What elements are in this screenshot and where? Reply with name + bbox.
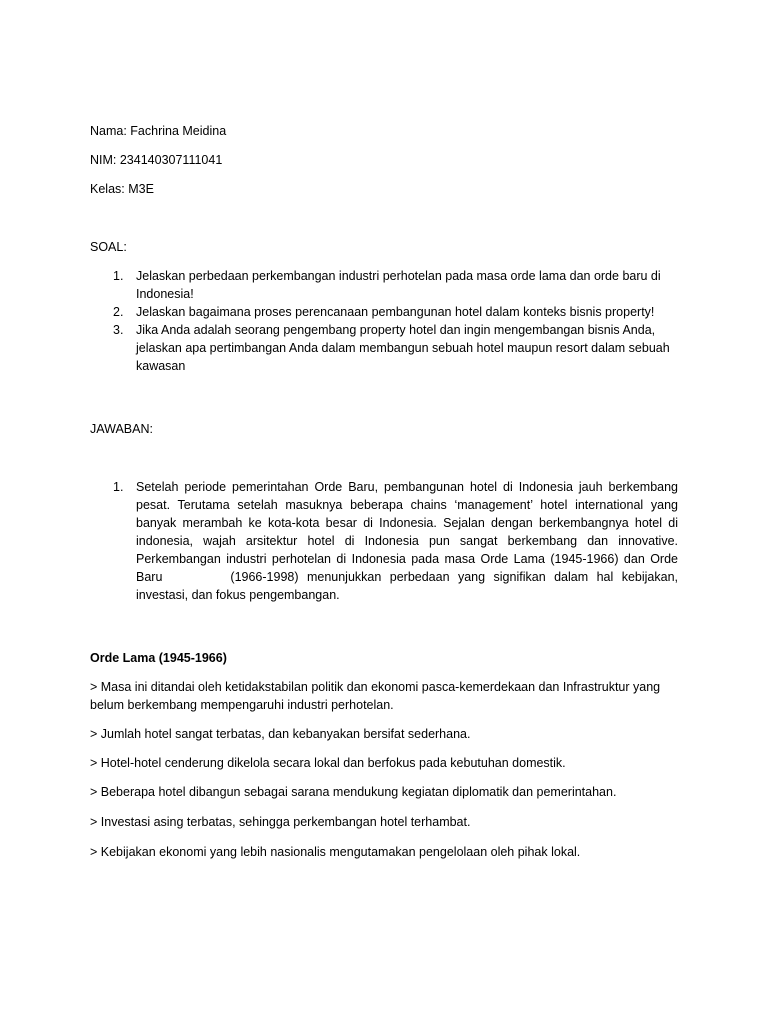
list-item: [90, 478, 678, 604]
soal-list: [90, 267, 678, 375]
orde-lama-point: > Beberapa hotel dibangun sebagai sarana mendukung kegiatan diplomatik dan pemerintahan.: [90, 785, 617, 799]
list-item: [90, 303, 678, 321]
student-name: Nama: Fachrina Meidina: [90, 124, 227, 138]
list-number: 3.: [113, 323, 124, 337]
list-item: [90, 321, 678, 375]
list-number: 1.: [113, 269, 124, 283]
orde-lama-point: > Investasi asing terbatas, sehingga perkembangan hotel terhambat.: [90, 815, 471, 829]
answer-text-part1: Setelah periode pemerintahan Orde Baru, pembangunan hotel di Indonesia jauh berkembang pesat. Terutama setelah masuknya beberapa chains ‘management’ hotel international yang banyak merambah ke kota-kota besar di Indonesia. Sejalan dengan berkembangnya hotel di indonesia, wajah arsitektur hotel di Indonesia pun sangat berkembang dan innovative. Perkembangan industri perhotelan di Indonesia pada masa Orde Lama (1945-1966) dan Orde Baru: [136, 480, 678, 584]
orde-lama-point: > Hotel-hotel cenderung dikelola secara lokal dan berfokus pada kebutuhan domestik.: [90, 756, 566, 770]
jawaban-list: [90, 478, 678, 604]
orde-lama-point: > Kebijakan ekonomi yang lebih nasionalis mengutamakan pengelolaan oleh pihak lokal.: [90, 845, 581, 859]
jawaban-heading: JAWABAN:: [90, 422, 153, 436]
answer-text-part2: (1966-1998) menunjukkan perbedaan yang signifikan dalam hal kebijakan, investasi, dan fokus pengembangan.: [136, 570, 678, 602]
orde-lama-heading: Orde Lama (1945-1966): [90, 651, 227, 665]
list-number: 1.: [113, 480, 124, 494]
question-text: Jelaskan bagaimana proses perencanaan pembangunan hotel dalam konteks bisnis property!: [136, 305, 655, 319]
question-text: Jelaskan perbedaan perkembangan industri perhotelan pada masa orde lama dan orde baru di Indonesia!: [136, 269, 661, 301]
list-item: [90, 267, 678, 303]
student-nim: NIM: 234140307111041: [90, 153, 223, 167]
orde-lama-point: > Masa ini ditandai oleh ketidakstabilan politik dan ekonomi pasca-kemerdekaan dan Infrastruktur yang belum berkembang mempengaruhi industri perhotelan.: [90, 680, 661, 712]
list-number: 2.: [113, 305, 124, 319]
student-class: Kelas: M3E: [90, 182, 154, 196]
soal-heading: SOAL:: [90, 240, 127, 254]
orde-lama-point: > Jumlah hotel sangat terbatas, dan kebanyakan bersifat sederhana.: [90, 727, 471, 741]
question-text: Jika Anda adalah seorang pengembang property hotel dan ingin mengembangan bisnis Anda, jelaskan apa pertimbangan Anda dalam membangun sebuah hotel maupun resort dalam sebuah kawasan: [136, 323, 670, 373]
